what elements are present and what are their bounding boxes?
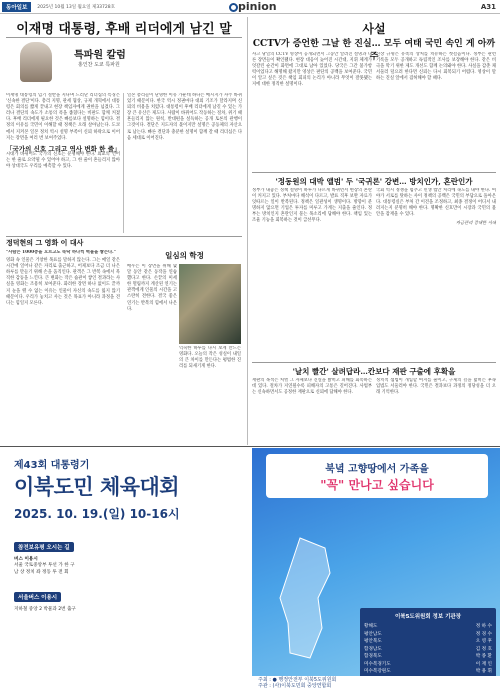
columnist-photo [20, 42, 52, 82]
advertisement [0, 448, 500, 691]
ad-info-line: 서울 국토중앙부 투선 가 한 구 [14, 563, 75, 569]
column-body-2: 일본 총리들이 단명한 이유 가운데 하나는 메시지가 자주 바뀌었기 때문이다. 한국 역시 정권마다 대외 기조가 달라지며 신뢰의 비용을 치렀다. 대통령이 후배 리더에게 남길 수 있는 가장 큰 유산은 제도다. 사람이 바뀌어도 작동하는 절차, 위기 때 흔들리지 않는 원칙, 반대편을 설득하는 공개 토론의 관행이 그것이다. 결단은 지도자의 몫이지만 설명은 공동체의 자산으로 남는다. 빠른 결단과 충분한 설명이 함께 갈 때 리더십은 다음 세대로 이어진다. [127, 93, 242, 141]
sponsor-row: 함경북도 박 종 환 [364, 654, 492, 659]
movie-still-photo [179, 264, 241, 344]
ad-banner-line2: "꼭" 만나고 싶습니다 [320, 478, 434, 492]
sponsor-list-title: 이북5도위원회 정보 기관장 [394, 614, 462, 620]
column-header [6, 42, 242, 92]
ad-bus-label: 서울버스 이용시 [14, 592, 61, 602]
dateline: 2025년 10월 13일 월요일 제33728호 [37, 4, 115, 10]
ad-directions-label: 참전보유평 오시는 길 [14, 542, 74, 552]
divider [6, 37, 242, 38]
page-column-divider [247, 17, 248, 445]
column-subhead-1: 「국가의 신호 그리고 역사 변화 한 줄」 [6, 144, 120, 153]
korea-map-illustration [260, 528, 360, 668]
editorial-1-body-2: 진상 규명은 유족의 상처를 치유하는 첫걸음이다. 정부는 관련 기록을 모두 공개하고 독립적인 조사를 보장해야 한다. 같은 비극을 막기 위한 제도 개선도 함께 논의돼야 한다. 사실을 감춘 채 서둘러 덮으려 한다면 신뢰는 다시 회복되기 어렵다. 영상이 말하는 진실 앞에서 겸허해야 할 때다. [376, 52, 496, 82]
sponsor-row: 평안남도 정 경 수 [364, 631, 492, 637]
ad-info-line: 지하철 중앙 2 박물과 2번 출구 [14, 607, 76, 613]
editorial-3-body-2: 정치적 셈법이 개입할 여지를 줄이고, 구제의 길을 넓히는 후속 입법도 서둘러야 한다. 국민은 결과보다 과정의 정당성을 더 오래 기억한다. [376, 378, 496, 396]
daily-thought-body: 배우는 이 장면을 위해 몇 달 동안 같은 동작을 연습했다고 한다. 손끝의 미세한 떨림까지 계산된 연기는 관객에게 인물의 시간을 고스란히 전한다. 결국 좋은 연기는 반복의 힘에서 나온다. [127, 264, 177, 312]
sponsor-row: 평안북도 오 영 후 [364, 639, 492, 644]
ad-organizer: 주관 : (사)이북도민회 중앙연합회 [258, 682, 332, 689]
ad-banner-line1: 북녘 고향땅에서 가족을 [325, 464, 429, 475]
ad-footer [252, 676, 500, 691]
editorial-2 [252, 176, 496, 187]
column-author: 홍인찬 도쿄 특파원 [78, 62, 120, 68]
daily-thought-block [127, 250, 242, 445]
editorial-3 [252, 366, 496, 377]
sponsor-row: 황해도 정 하 수 [364, 624, 492, 629]
ad-top-border [0, 446, 500, 447]
divider [252, 172, 496, 173]
daily-thought-title: 일심의 학정 [165, 251, 204, 260]
ad-eyebrow: 제43회 대통령기 [14, 460, 90, 471]
daily-thought-body-2: 익숙한 하루를 다시 보게 만드는 영화다. 오늘의 작은 성실이 내일의 큰 차이를 만든다는 평범한 진리를 되새기게 한다. [179, 346, 241, 370]
column-divider [123, 93, 124, 233]
editorial-byline: 자금관리 강대한 시대 [455, 221, 496, 227]
editorial-3-body-1: 재판의 목적은 처벌 그 자체보다 진실을 밝히고 피해를 회복하는 데 있다. 절차가 지연될수록 피해자의 고통은 길어진다. 사법부는 신속하면서도 공정한 재판으로 신뢰에 답해야 한다. [252, 378, 372, 396]
left-headline: 이재명 대통령, 후배 리더에게 남긴 말 [16, 22, 232, 37]
ad-info-title: 버스 이용시 [14, 557, 38, 562]
ad-left-panel [0, 448, 250, 691]
sponsor-row: 미수복강원도 박 용 휘 [364, 669, 492, 674]
editorial-2-body-2: 국회 역시 정쟁을 멈추고 민생 법안 처리에 속도를 내야 한다. 여야가 서로를 탓하는 사이 정책의 공백은 국민의 부담으로 돌아온다. 대통령실은 부처 간 이견을 조정하고, 최종 결정이 어디서 내려지는지 분명히 해야 한다. 명확한 신호만이 시장과 국민의 불안을 잠재울 수 있다. 자금관리 강대한 시대 [376, 188, 496, 227]
editorial-2-headline: '정동원의 대박 앨범' 두 '국귀론' 강변… 방치인가, 혼란인가 [275, 177, 473, 186]
movie-column-header [6, 238, 242, 248]
editorial-label: 사설 [362, 22, 386, 36]
masthead [0, 0, 500, 14]
movie-column-title: 정덕현의 그 영화 이 대사 [6, 238, 84, 247]
movie-column-body: "사람은 1000층을 오르고도 뚝딱 하나씩 벽돌을 쌓는다." 영화 속 인물은 거창한 목표를 말하지 않는다. 그는 매일 같은 시간에 일어나 같은 자리로 출근하고, 어제보다 조금 더 나은 하루를 만들기 위해 손을 움직인다. 관객은 그 반복 속에서 묵직한 감동을 느낀다. 큰 변화는 작은 습관이 쌓인 결과라는 사실을 영화는 조용히 보여준다. 화려한 장면 하나 없이도 끝까지 눈을 뗄 수 없는 이유는 인물이 자신의 속도를 잃지 않기 때문이다. 우리가 놓치고 사는 것은 목표가 아니라 과정을 견디는 힘일지 모른다. [6, 250, 120, 306]
circle-o-icon [229, 3, 238, 12]
newspaper-logo: 동아일보 [2, 2, 31, 12]
editorial-1-body-1: 사고 당일의 CCTV 영상이 공개되면서 그동안 알려진 설명과 다른 장면들이 확인됐다. 현장 대응이 늦어진 시간대, 지휘 체계가 엇갈린 순간이 화면에 그대로 남아 있었다. 당국은 그간 불가항력이었다고 해명해 왔지만 영상은 판단의 공백을 보여준다. 국민이 알고 싶은 것은 책임 회피의 논리가 아니라 무엇이 잘못됐는지에 대한 정직한 설명이다. [252, 52, 372, 88]
ad-title: 이북도민 체육대회 [14, 475, 180, 499]
ad-date: 2025. 10. 19.(일) 10-16시 [14, 507, 180, 521]
divider [252, 362, 496, 363]
ad-banner [266, 454, 488, 498]
page-number: A31 [480, 2, 496, 11]
ad-host: 주최 : ● 행정안전부 이북5도위원회 [258, 677, 337, 683]
section-title: pinion [229, 0, 277, 13]
column-name: 특파원 칼럼 [74, 50, 126, 61]
movie-intro-quote: "사람은 1000층을 오르고도 뚝딱 하나씩 벽돌을 쌓는다." [6, 250, 116, 255]
sponsor-row: 미수복경기도 이 재 인 [364, 661, 492, 667]
left-headline-block [6, 18, 242, 37]
editorial-2-body-1: 정부가 내놓은 정책 설명이 하루가 다르게 바뀌면서 현장의 혼란이 커지고 있다. 부처마다 해석이 다르고, 발표 직후 보완 자료가 잇따르는 일이 반복된다. 정책은 일관성이 생명이다. 방향이 분명하지 않으면 기업은 투자를 미루고 가계는 지출을 줄인다. 정부는 방치인지 혼란인지 묻는 목소리에 답해야 한다. 책임 있는 조율 기능을 회복하는 것이 급선무다. [252, 188, 372, 224]
editorial-1-headline: CCTV가 증언한 그날 한 진실… 모두 여태 국민 속인 게 아까 주 [252, 39, 496, 62]
sponsor-row: 함경남도 김 정 호 [364, 646, 492, 652]
editorial-header [252, 18, 496, 37]
editorial-3-headline: '날치 빨간' 살려답라…칸보다 재판 구출에 후확을 [292, 367, 456, 376]
divider [6, 236, 242, 237]
column-body-1: 이재명 대통령의 임기 절반을 지나며 드러난 리더십의 특징은 '신속한 결단'이다. 총리 지명, 관세 협상, 규제 개혁에서 대통령은 회의를 짧게 끝내고 현장 책임자에게 권한을 넘겼다. 그러나 결단의 속도가 소통의 폭을 좁혔다는 비판도 함께 커졌다. 후배 리더에게 필요한 것은 빠름보다 설명하는 힘이다. 결정의 이유를 국민이 이해할 때 정책은 오래 살아남는다. 도쿄에서 지켜본 일본 정치 역시 설명 부족이 신뢰 하락으로 이어지는 장면을 여러 번 보여주었다. 「국가의 신호 그리고 역사 변화 한 줄」 시대가 바뀌어도 국가의 신호는 분명해야 한다. 외교의 언어는 한 줄로 요약될 수 있어야 하고, 그 한 줄이 흔들리지 않아야 상대국도 우리를 예측할 수 있다. [6, 93, 120, 170]
ad-right-panel [252, 448, 500, 691]
ad-info-line: 남 상 정치 좌 정동 투 전 회 [14, 569, 69, 575]
